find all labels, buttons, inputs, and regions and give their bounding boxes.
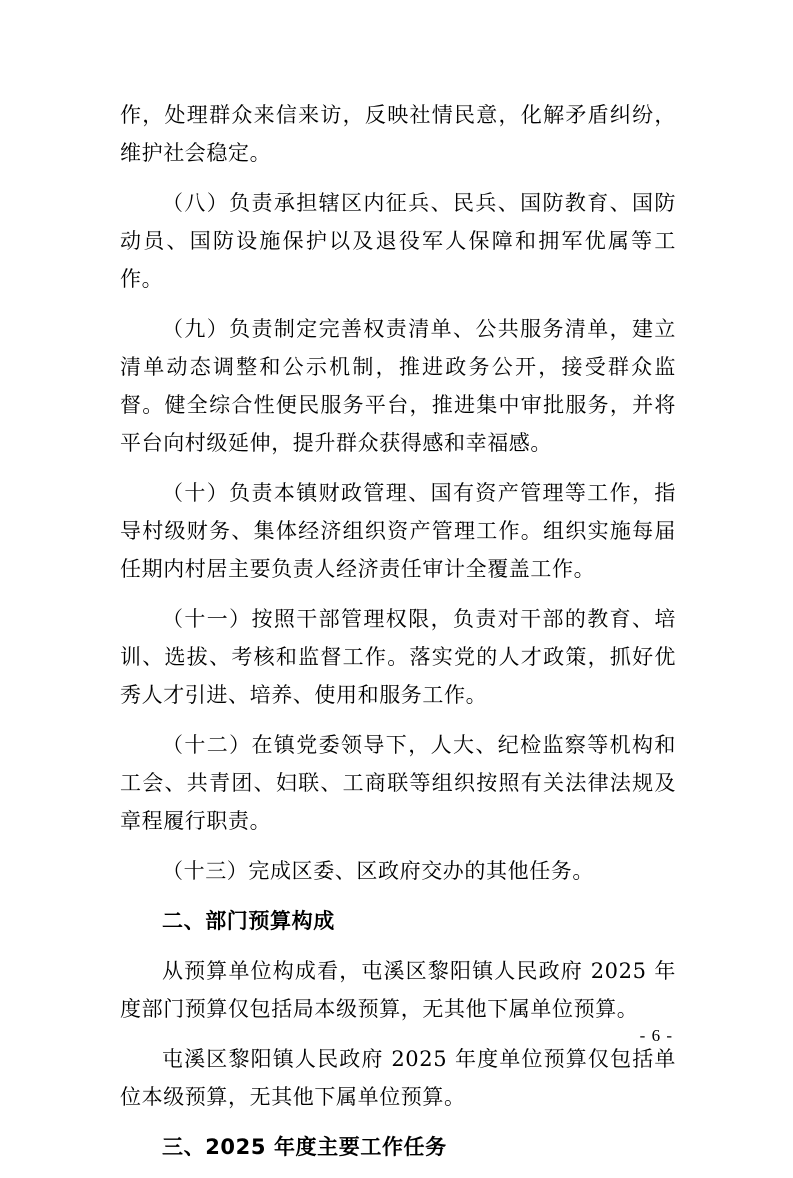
document-page bbox=[120, 96, 676, 1178]
paragraph-unit-budget: 屯溪区黎阳镇人民政府 2025 年度单位预算仅包括单位本级预算，无其他下属单位预算。 bbox=[120, 1047, 676, 1109]
section-heading-budget-composition: 二、部门预算构成 bbox=[162, 909, 335, 933]
paragraph-item-12: （十二）在镇党委领导下，人大、纪检监察等机构和工会、共青团、妇联、工商联等组织按照有关法律法规及章程履行职责。 bbox=[120, 733, 676, 833]
page-number: - 6 - bbox=[639, 1026, 673, 1045]
section-heading-main-tasks: 三、2025 年度主要工作任务 bbox=[162, 1135, 447, 1159]
paragraph-item-10: （十）负责本镇财政管理、国有资产管理等工作，指导村级财务、集体经济组织资产管理工作。组织实施每届任期内村居主要负责人经济责任审计全覆盖工作。 bbox=[120, 481, 676, 581]
paragraph-continuation: 作，处理群众来信来访，反映社情民意，化解矛盾纠纷，维护社会稳定。 bbox=[120, 103, 676, 165]
paragraph-item-11: （十一）按照干部管理权限，负责对干部的教育、培训、选拔、考核和监督工作。落实党的人才政策，抓好优秀人才引进、培养、使用和服务工作。 bbox=[120, 607, 676, 707]
paragraph-item-13: （十三）完成区委、区政府交办的其他任务。 bbox=[162, 859, 594, 883]
paragraph-item-8: （八）负责承担辖区内征兵、民兵、国防教育、国防动员、国防设施保护以及退役军人保障和拥军优属等工作。 bbox=[120, 191, 676, 291]
paragraph-item-9: （九）负责制定完善权责清单、公共服务清单，建立清单动态调整和公示机制，推进政务公开，接受群众监督。健全综合性便民服务平台，推进集中审批服务，并将平台向村级延伸，提升群众获得感和幸福感。 bbox=[120, 317, 676, 455]
paragraph-budget-composition: 从预算单位构成看，屯溪区黎阳镇人民政府 2025 年度部门预算仅包括局本级预算，无其他下属单位预算。 bbox=[120, 959, 676, 1021]
